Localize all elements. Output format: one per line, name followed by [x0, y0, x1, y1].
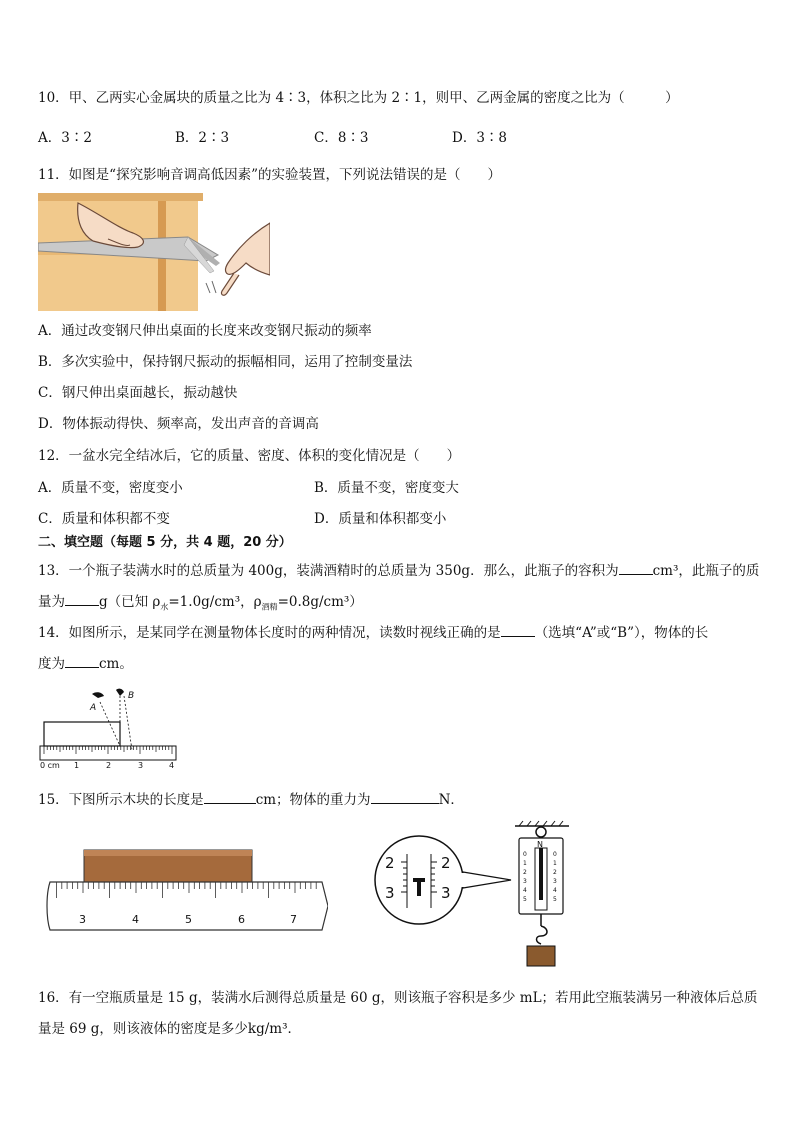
- ruler-tick-1: 1: [74, 761, 80, 770]
- section-heading: 二、填空题（每题 5 分，共 4 题，20 分）: [38, 535, 292, 550]
- q13-blank-mass[interactable]: [65, 591, 99, 606]
- svg-text:0: 0: [523, 851, 527, 858]
- q14-line2: 度为 cm。: [38, 653, 133, 674]
- sight-label-b: B: [128, 691, 135, 701]
- q16-line1: 16．有一空瓶质量是 15 g，装满水后测得总质量是 60 g，则该瓶子容积是多少 mL；若用此空瓶装满另一种液体后总质: [38, 990, 758, 1006]
- ruler-tick-4: 4: [169, 761, 175, 770]
- ruler-tick-3: 3: [138, 761, 144, 770]
- q12-option-b: B．质量不变，密度变大: [314, 480, 459, 496]
- q11-option-c: C．钢尺伸出桌面越长，振动越快: [38, 385, 238, 401]
- q14-blank-choice[interactable]: [501, 622, 535, 637]
- q10-option-a: A．3∶2: [38, 130, 92, 146]
- wood-ruler-tick-3: 3: [79, 913, 86, 926]
- svg-text:2: 2: [553, 869, 557, 876]
- q11-option-d: D．物体振动得快、频率高，发出声音的音调高: [38, 416, 319, 432]
- svg-text:3: 3: [523, 878, 527, 885]
- q14-blank-length[interactable]: [65, 653, 99, 668]
- wood-ruler-tick-4: 4: [132, 913, 139, 926]
- svg-text:1: 1: [523, 860, 527, 867]
- q15-blank-length[interactable]: [204, 789, 256, 804]
- svg-text:1: 1: [553, 860, 557, 867]
- magnified-label-left-2: 2: [385, 854, 395, 872]
- q13-line2: 量为 g（已知 $\rho_水=1.0g$/cm³，$\rho_{酒精}=0.8g/cm^3$）: [38, 591, 363, 618]
- wood-ruler-tick-7: 7: [290, 913, 297, 926]
- q10-option-b: B．2∶3: [175, 130, 230, 146]
- wood-block-ruler-figure: [46, 846, 328, 932]
- q12-option-a: A．质量不变，密度变小: [38, 480, 183, 496]
- ruler-tick-2: 2: [106, 761, 112, 770]
- eye-icon-a: [92, 692, 104, 698]
- wood-ruler-tick-6: 6: [238, 913, 245, 926]
- spring-scale-unit: N: [537, 840, 543, 849]
- eye-icon-b: [116, 689, 124, 696]
- q11-option-a: A．通过改变钢尺伸出桌面的长度来改变钢尺振动的频率: [38, 323, 372, 339]
- steel-ruler-figure: [38, 193, 270, 311]
- q13-blank-volume[interactable]: [619, 560, 653, 575]
- q12-stem: 12．一盆水完全结冰后，它的质量、密度、体积的变化情况是（ ）: [38, 448, 461, 464]
- q13-line1: 13．一个瓶子装满水时的总质量为 400g，装满酒精时的总质量为 350g．那么，此瓶子的容积为 cm³，此瓶子的质: [38, 560, 759, 581]
- svg-text:5: 5: [523, 896, 527, 903]
- q16-line2: 量是 69 g，则该液体的密度是多少kg/m³．: [38, 1021, 301, 1037]
- ruler-unit-label: 0 cm: [40, 761, 60, 770]
- q12-option-c: C．质量和体积都不变: [38, 511, 170, 527]
- magnified-label-left-3: 3: [385, 884, 395, 902]
- magnified-label-right-3: 3: [441, 884, 451, 902]
- q10-option-d: D．3∶8: [452, 130, 508, 146]
- q15-blank-weight[interactable]: [371, 789, 439, 804]
- spring-scale-figure: [373, 818, 583, 970]
- svg-text:2: 2: [523, 869, 527, 876]
- q10-option-c: C．8∶3: [314, 130, 369, 146]
- svg-text:5: 5: [553, 896, 557, 903]
- q12-option-d: D．质量和体积都变小: [314, 511, 447, 527]
- svg-text:4: 4: [523, 887, 527, 894]
- wood-ruler-tick-5: 5: [185, 913, 192, 926]
- q10-stem: 10．甲、乙两实心金属块的质量之比为 4∶3，体积之比为 2∶1，则甲、乙两金属的密度之比为（ ）: [38, 90, 679, 106]
- magnified-label-right-2: 2: [441, 854, 451, 872]
- q14-line1: 14．如图所示，是某同学在测量物体长度时的两种情况，读数时视线正确的是 （选填“A”或“B”），物体的长: [38, 622, 708, 643]
- sight-label-a: A: [90, 703, 97, 713]
- svg-text:0: 0: [553, 851, 557, 858]
- q15-line: 15．下图所示木块的长度是 cm；物体的重力为 N．: [38, 789, 464, 810]
- q11-option-b: B．多次实验中，保持钢尺振动的振幅相同，运用了控制变量法: [38, 354, 413, 370]
- q14-ruler-figure: [38, 688, 180, 774]
- svg-text:3: 3: [553, 878, 557, 885]
- q11-stem: 11．如图是“探究影响音调高低因素”的实验装置，下列说法错误的是（ ）: [38, 167, 501, 183]
- svg-text:4: 4: [553, 887, 557, 894]
